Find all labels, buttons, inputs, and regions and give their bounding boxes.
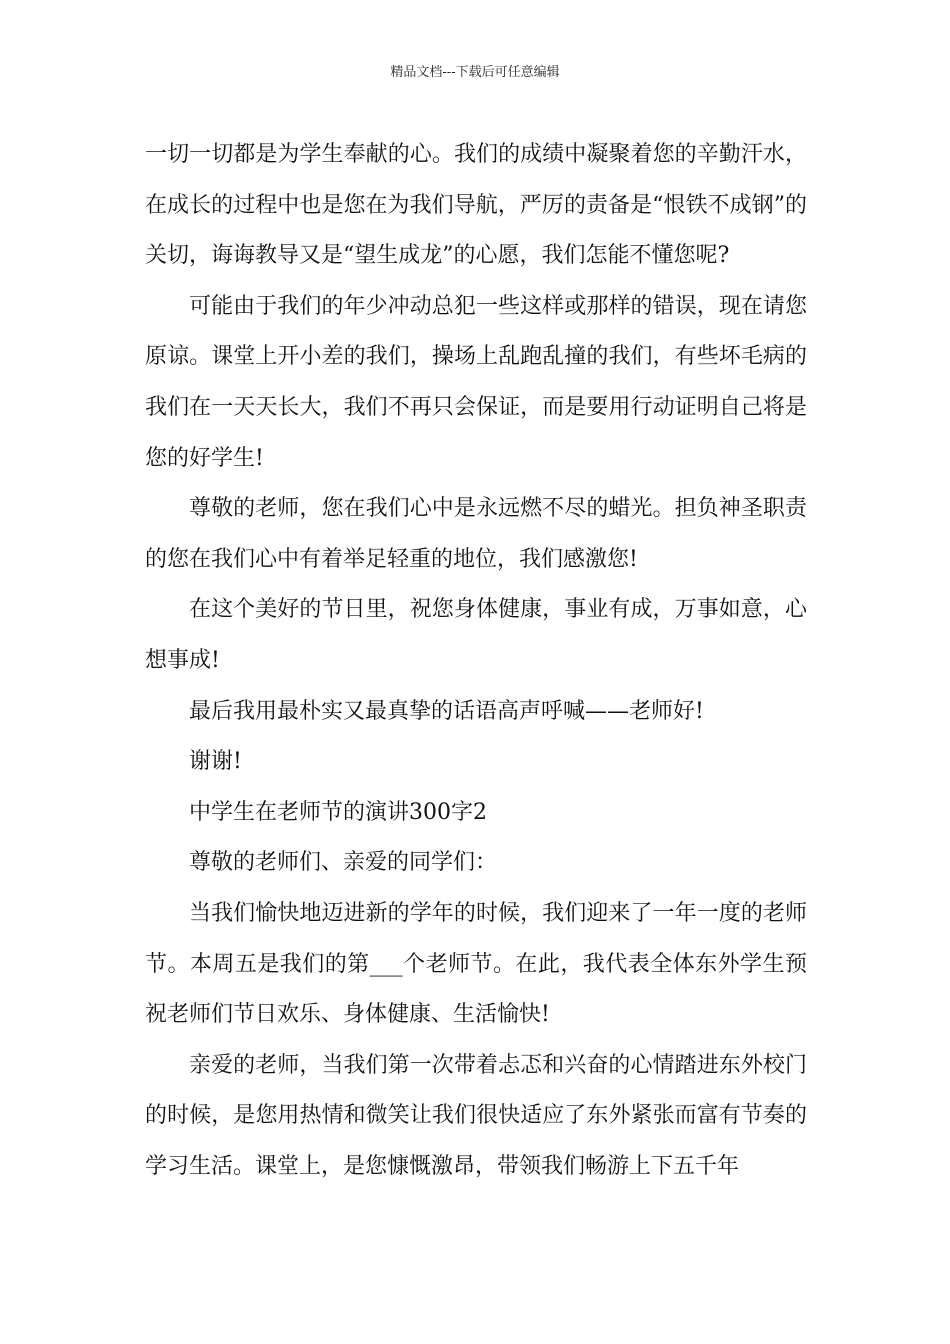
paragraph: 当我们愉快地迈进新的学年的时候，我们迎来了一年一度的老师节。本周五是我们的第___个老师节。在此，我代表全体东外学生预祝老师们节日欢乐、身体健康、生活愉快! [145,900,807,1028]
paragraph: 最后我用最朴实又最真挚的话语高声呼喊——老师好! [189,698,704,724]
page-header: 精品文档---下载后可任意编辑 [390,65,560,80]
section-title: 中学生在老师节的演讲300字2 [189,799,487,825]
paragraph: 尊敬的老师，您在我们心中是永远燃不尽的蜡光。担负神圣职责的您在我们心中有着举足轻重的地位，我们感激您! [145,496,807,572]
document-body [145,130,807,1192]
paragraph-thanks: 谢谢! [189,749,242,775]
paragraph: 亲爱的老师，当我们第一次带着忐忑和兴奋的心情踏进东外校门的时候，是您用热情和微笑让我们很快适应了东外紧张而富有节奏的学习生活。课堂上，是您慷慨激昂，带领我们畅游上下五千年 [145,1052,807,1179]
paragraph-continuation: 一切一切都是为学生奉献的心。我们的成绩中凝聚着您的辛勤汗水，在成长的过程中也是您在为我们导航，严厉的责备是“恨铁不成钢”的关切，诲诲教导又是“望生成龙”的心愿，我们怎能不懂您呢? [145,142,807,269]
paragraph: 在这个美好的节日里，祝您身体健康，事业有成，万事如意，心想事成! [145,597,807,673]
salutation: 尊敬的老师们、亲爱的同学们： [189,850,498,876]
paragraph: 可能由于我们的年少冲动总犯一些这样或那样的错误，现在请您原谅。课堂上开小差的我们，操场上乱跑乱撞的我们，有些坏毛病的我们在一天天长大，我们不再只会保证，而是要用行动证明自己将是您的好学生! [145,293,807,471]
